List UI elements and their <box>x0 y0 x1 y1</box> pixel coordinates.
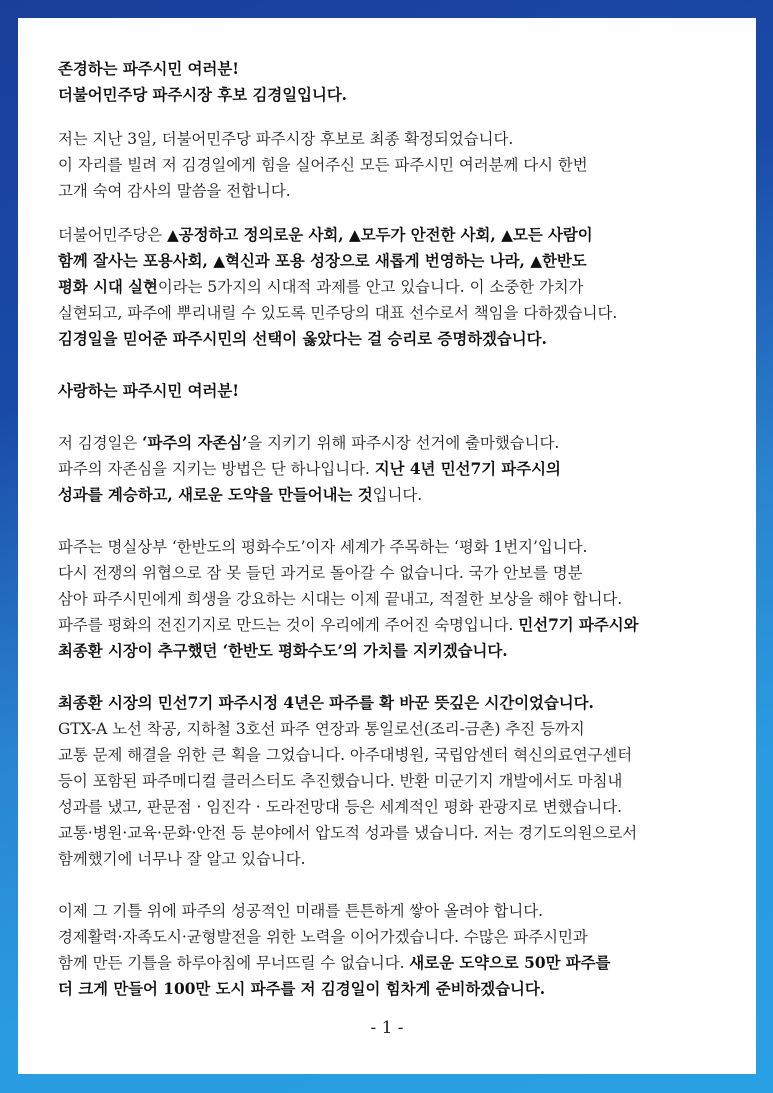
para5-line-5: 성과를 냈고, 판문점 · 임진각 · 도라전망대 등은 세계적인 평화 관광지로 변했습니다. <box>58 798 623 816</box>
para3-line-2: 파주의 자존심을 지키는 방법은 단 하나입니다. 지난 4년 민선7기 파주시의 <box>58 460 561 478</box>
para5-line-3: 교통 문제 해결을 위한 큰 획을 그었습니다. 아주대병원, 국립암센터 혁신의료연구센터 <box>58 746 633 764</box>
greeting-2: 사랑하는 파주시민 여러분! <box>58 382 240 400</box>
para1-line-2: 이 자리를 빌려 저 김경일에게 힘을 실어주신 모든 파주시민 여러분께 다시 한번 <box>58 156 588 174</box>
document-page <box>18 18 756 1074</box>
para2-line-3: 평화 시대 실현이라는 5가지의 시대적 과제를 안고 있습니다. 이 소중한 가치가 <box>58 278 584 296</box>
para2-line-2: 함께 잘사는 포용사회, ▲혁신과 포용 성장으로 새롭게 번영하는 나라, ▲한반도 <box>58 252 587 270</box>
para6-line-4: 더 크게 만들어 100만 도시 파주를 저 김경일이 힘차게 준비하겠습니다. <box>58 980 546 998</box>
para1-line-1: 저는 지난 3일, 더불어민주당 파주시장 후보로 최종 확정되었습니다. <box>58 130 514 148</box>
para1-line-3: 고개 숙여 감사의 말씀을 전합니다. <box>58 182 291 200</box>
para5-line-2: GTX-A 노선 착공, 지하철 3호선 파주 연장과 통일로선(조리-금촌) 추진 등까지 <box>58 720 585 738</box>
para4-line-2: 다시 전쟁의 위협으로 잠 못 들던 과거로 돌아갈 수 없습니다. 국가 안보를 명분 <box>58 564 583 582</box>
greeting-line-1: 존경하는 파주시민 여러분! <box>58 60 240 78</box>
para6-line-3: 함께 만든 기틀을 하루아침에 무너뜨릴 수 없습니다. 새로운 도약으로 50만 파주를 <box>58 954 611 972</box>
para5-line-6: 교통·병원·교육·문화·안전 등 분야에서 압도적 성과를 냈습니다. 저는 경기도의원으로서 <box>58 824 638 842</box>
page-number: - 1 - <box>370 1018 404 1038</box>
para4-line-5: 최종환 시장이 추구했던 ‘한반도 평화수도’의 가치를 지키겠습니다. <box>58 642 508 660</box>
para6-line-1: 이제 그 기틀 위에 파주의 성공적인 미래를 튼튼하게 쌓아 올려야 합니다. <box>58 902 543 920</box>
document-body <box>58 56 728 1002</box>
para2-line-5: 김경일을 믿어준 파주시민의 선택이 옳았다는 걸 승리로 증명하겠습니다. <box>58 330 547 348</box>
para2-line-4: 실현되고, 파주에 뿌리내릴 수 있도록 민주당의 대표 선수로서 책임을 다하겠습니다. <box>58 304 618 322</box>
para4-line-3: 삼아 파주시민에게 희생을 강요하는 시대는 이제 끝내고, 적절한 보상을 해야 합니다. <box>58 590 623 608</box>
para3-line-3: 성과를 계승하고, 새로운 도약을 만들어내는 것입니다. <box>58 486 423 504</box>
para4-line-4: 파주를 평화의 전진기지로 만드는 것이 우리에게 주어진 숙명입니다. 민선7기 파주시와 <box>58 616 639 634</box>
para2-line-1: 더불어민주당은 ▲공정하고 정의로운 사회, ▲모두가 안전한 사회, ▲모든 사람이 <box>58 226 593 244</box>
para5-line-7: 함께했기에 너무나 잘 알고 있습니다. <box>58 850 306 868</box>
para6-line-2: 경제활력·자족도시·균형발전을 위한 노력을 이어가겠습니다. 수많은 파주시민과 <box>58 928 588 946</box>
para5-line-4: 등이 포함된 파주메디컬 클러스터도 추진했습니다. 반환 미군기지 개발에서도 마침내 <box>58 772 623 790</box>
para4-line-1: 파주는 명실상부 ‘한반도의 평화수도’이자 세계가 주목하는 ‘평화 1번지’입니다. <box>58 538 588 556</box>
para5-line-1: 최종환 시장의 민선7기 파주시정 4년은 파주를 확 바꾼 뜻깊은 시간이었습니다. <box>58 694 594 712</box>
para3-line-1: 저 김경일은 ‘파주의 자존심’을 지키기 위해 파주시장 선거에 출마했습니다. <box>58 434 560 452</box>
greeting-line-2: 더불어민주당 파주시장 후보 김경일입니다. <box>58 86 348 104</box>
